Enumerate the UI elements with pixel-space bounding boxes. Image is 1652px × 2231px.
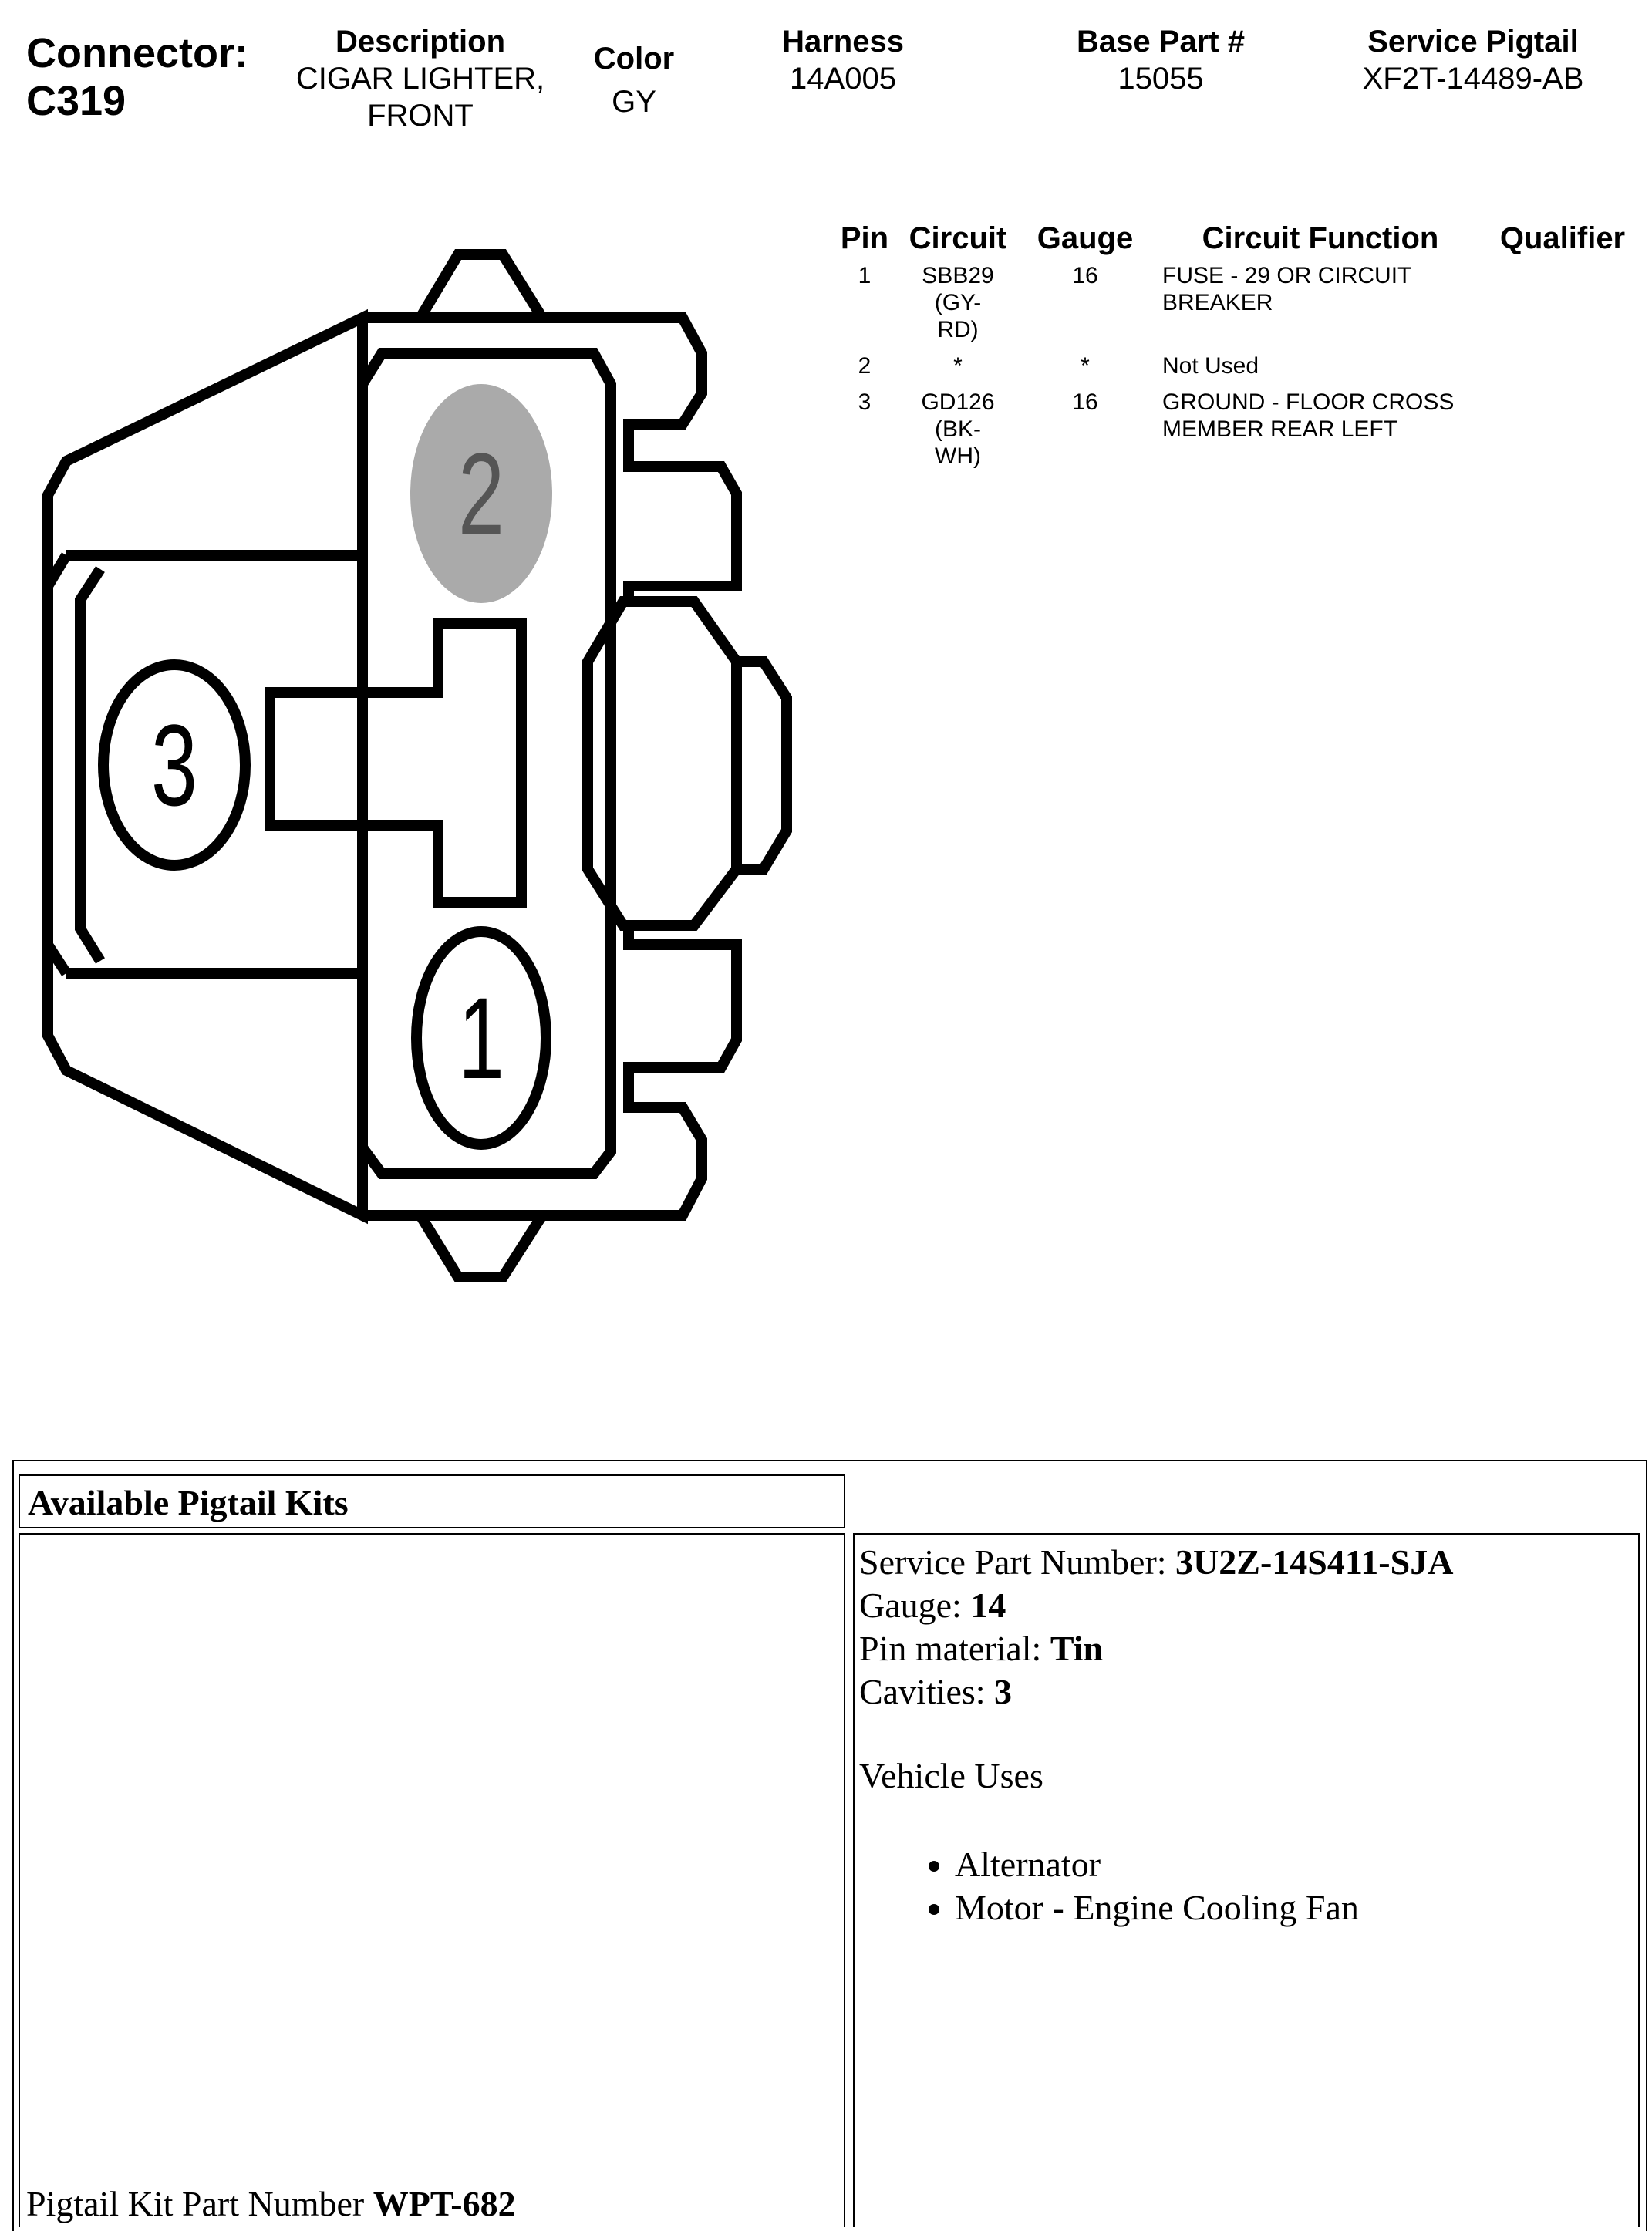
pin-number: 3 xyxy=(858,389,872,415)
service-part-number: 3U2Z-14S411-SJA xyxy=(1175,1542,1454,1582)
service-pigtail-label: Service Pigtail xyxy=(1367,25,1579,59)
kit-label: Pigtail Kit Part Number xyxy=(26,2184,373,2223)
pigtail-kit-line xyxy=(26,2181,516,2227)
table-row xyxy=(829,389,1639,479)
circuit-cell: * xyxy=(953,353,963,379)
function-line-2: MEMBER REAR LEFT xyxy=(1162,416,1398,442)
service-part-label: Service Part Number: xyxy=(859,1542,1176,1582)
circuit-cell xyxy=(900,389,1016,479)
color-value: GY xyxy=(612,85,656,119)
circuit-line-2: RD) xyxy=(937,317,979,342)
cavities-line xyxy=(859,1670,1633,1714)
color-label: Color xyxy=(593,42,675,76)
vehicle-uses-title: Vehicle Uses xyxy=(859,1756,1043,1795)
function-line-2: BREAKER xyxy=(1162,290,1273,315)
qualifier-cell xyxy=(1486,262,1639,352)
connector-face-diagram xyxy=(0,231,818,1311)
function-line-1: FUSE - 29 OR CIRCUIT xyxy=(1162,263,1412,288)
gauge-label: Gauge: xyxy=(859,1586,971,1625)
description-line-2: FRONT xyxy=(367,99,474,133)
gauge-cell: * xyxy=(1081,353,1090,379)
cavities-label: Cavities: xyxy=(859,1672,995,1711)
service-pigtail-column xyxy=(1311,23,1635,97)
description-label: Description xyxy=(335,25,506,59)
gauge-value: 14 xyxy=(970,1586,1006,1625)
housing-outline xyxy=(48,318,362,1215)
service-pigtail-value: XF2T-14489-AB xyxy=(1362,62,1584,96)
function-cell xyxy=(1155,389,1486,479)
pigtail-image-cell xyxy=(19,1533,845,2227)
pin-number: 1 xyxy=(858,263,872,288)
function-line-1: GROUND - FLOOR CROSS xyxy=(1162,389,1455,415)
base-part-column xyxy=(1041,23,1280,97)
function-cell xyxy=(1155,262,1486,352)
circuit-line-2: WH) xyxy=(935,443,981,469)
top-latch xyxy=(420,254,542,318)
harness-label: Harness xyxy=(782,25,904,59)
table-row xyxy=(829,352,1639,389)
pigtail-title-cell xyxy=(19,1474,845,1528)
pin-label-2: 2 xyxy=(457,429,505,559)
pigtail-title: Available Pigtail Kits xyxy=(28,1483,349,1522)
circuit-line-1: GD126 (BK- xyxy=(921,389,995,442)
pin-material-label: Pin material: xyxy=(859,1629,1050,1668)
pin-material-value: Tin xyxy=(1050,1629,1104,1668)
harness-column xyxy=(739,23,947,97)
list-item: • Motor - Engine Cooling Fan xyxy=(955,1886,1633,1929)
connector-label: Connector: xyxy=(26,30,248,76)
pin-material-line xyxy=(859,1627,1633,1670)
col-header-gauge: Gauge xyxy=(1037,221,1134,255)
pin-number: 2 xyxy=(858,353,872,379)
qualifier-cell xyxy=(1486,352,1639,389)
description-line-1: CIGAR LIGHTER, xyxy=(295,62,545,96)
bottom-latch xyxy=(420,1215,542,1277)
col-header-qualifier: Qualifier xyxy=(1499,221,1626,255)
pigtail-details-cell xyxy=(853,1533,1640,2227)
circuit-cell xyxy=(900,262,1016,352)
vehicle-uses-list xyxy=(859,1843,1633,1929)
gauge-line xyxy=(859,1584,1633,1627)
pin-table xyxy=(829,219,1639,479)
service-part-line xyxy=(859,1541,1633,1584)
connector-title xyxy=(26,29,248,125)
function-cell: Not Used xyxy=(1162,353,1259,379)
color-column xyxy=(575,40,693,120)
qualifier-cell xyxy=(1486,389,1639,479)
harness-value: 14A005 xyxy=(790,62,896,96)
pin-label-3: 3 xyxy=(150,700,198,831)
polarization-key xyxy=(270,623,521,902)
col-header-pin: Pin xyxy=(840,221,889,255)
pin-table-header xyxy=(829,219,1639,262)
description-column xyxy=(278,23,563,134)
circuit-line-1: SBB29 (GY- xyxy=(922,263,994,315)
connector-id: C319 xyxy=(26,78,126,124)
list-item: • Alternator xyxy=(955,1843,1633,1886)
gauge-cell: 16 xyxy=(1072,263,1098,288)
table-row xyxy=(829,262,1639,352)
base-part-value: 15055 xyxy=(1118,62,1204,96)
pin-label-1: 1 xyxy=(457,973,505,1104)
kit-part-number: WPT-682 xyxy=(373,2184,516,2223)
gauge-cell: 16 xyxy=(1072,389,1098,415)
cavities-value: 3 xyxy=(994,1672,1013,1711)
base-part-label: Base Part # xyxy=(1077,25,1245,59)
col-header-circuit-function: Circuit Function xyxy=(1202,221,1439,255)
col-header-circuit: Circuit xyxy=(909,221,1007,255)
